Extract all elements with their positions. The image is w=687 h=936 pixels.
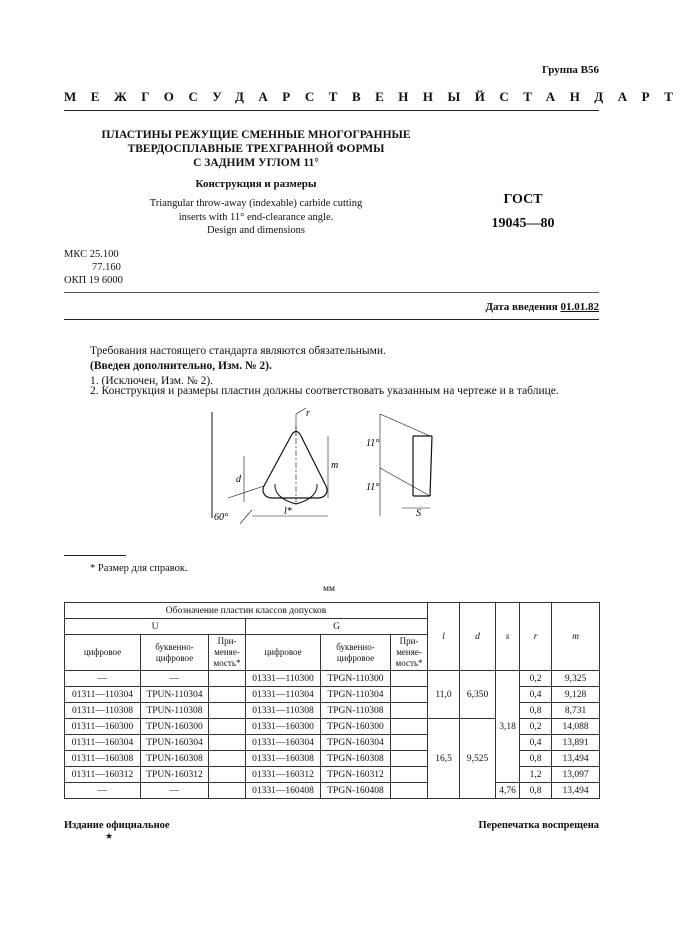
cell-u-numeric: 01311—160312 [65, 767, 141, 783]
cell-g-numeric: 01331—110304 [246, 687, 321, 703]
cell-g-alpha: TPGN-160408 [321, 783, 391, 799]
paragraph-amendment: (Введен дополнительно, Изм. № 2). [90, 360, 272, 372]
cell-r: 0,8 [520, 703, 552, 719]
units-label: мм [323, 584, 336, 594]
gost-number: 19045—80 [491, 216, 555, 231]
header-u-numeric: цифровое [65, 635, 141, 671]
date-rule-left [64, 292, 599, 293]
cell-r: 1,2 [520, 767, 552, 783]
triangle-outline [263, 432, 327, 499]
header-d: d [460, 603, 496, 671]
cell-u-alpha: TPUN-110308 [141, 703, 209, 719]
cell-g-use [391, 719, 428, 735]
table-row [65, 687, 600, 703]
paragraph-2: 2. Конструкция и размеры пластин должны соответствовать указанным на чертеже и в таблице. [90, 385, 559, 397]
cell-g-alpha: TPGN-160304 [321, 735, 391, 751]
interstate-standard-banner [64, 89, 687, 105]
english-title-line-1: Triangular throw-away (indexable) carbide cutting [149, 198, 363, 209]
cell-g-use [391, 767, 428, 783]
banner-left: МЕЖГОСУДАРСТВЕННЫЙ [64, 89, 500, 104]
cell-u-numeric: 01311—110304 [65, 687, 141, 703]
date-value: 01.01.82 [560, 301, 599, 313]
introduction-date [485, 301, 599, 313]
footnote-rule [64, 555, 126, 556]
header-designation: Обозначение пластин классов допусков [65, 603, 428, 619]
cell-g-alpha: TPGN-110308 [321, 703, 391, 719]
cell-g-numeric: 01331—110308 [246, 703, 321, 719]
header-class-u: U [65, 619, 246, 635]
cell-u-numeric: 01311—160304 [65, 735, 141, 751]
document-title [70, 128, 442, 170]
cell-g-numeric: 01331—160300 [246, 719, 321, 735]
cell-u-numeric: 01311—160308 [65, 751, 141, 767]
table-body [65, 671, 600, 799]
label-m: m [331, 460, 339, 471]
cell-u-use [209, 703, 246, 719]
cell-m: 13,891 [552, 735, 600, 751]
cell-g-use [391, 703, 428, 719]
english-title [70, 197, 442, 238]
paragraph-1-text: 1. (Исключен, Изм. № 2). [90, 375, 214, 387]
cell-d: 9,525 [460, 719, 496, 799]
cell-m: 8,731 [552, 703, 600, 719]
header-r: r [520, 603, 552, 671]
cell-g-numeric: 01331—110300 [246, 671, 321, 687]
angle-line [228, 486, 264, 498]
label-r: r [306, 408, 310, 419]
okp-code: ОКП 19 6000 [64, 275, 123, 286]
table-row [65, 751, 600, 767]
insert-dimensions-table [64, 602, 600, 799]
insert-drawing [200, 406, 450, 528]
cell-r: 0,2 [520, 671, 552, 687]
cell-u-alpha: — [141, 783, 209, 799]
english-title-line-2: inserts with 11° end-clearance angle. [178, 211, 334, 223]
cell-m: 9,128 [552, 687, 600, 703]
cell-u-numeric: 01311—110308 [65, 703, 141, 719]
cell-u-alpha: — [141, 671, 209, 687]
header-class-g: G [246, 619, 428, 635]
cell-g-numeric: 01331—160312 [246, 767, 321, 783]
footnote: * Размер для справок. [90, 563, 188, 574]
star-mark: ★ [105, 831, 114, 841]
cell-u-numeric: — [65, 671, 141, 687]
cell-l: 11,0 [428, 671, 460, 719]
document-subtitle: Конструкция и размеры [195, 178, 317, 190]
mks-code-1: МКС 25.100 [64, 249, 119, 260]
date-rule [64, 319, 599, 320]
cell-r: 0,8 [520, 751, 552, 767]
cell-m: 13,494 [552, 783, 600, 799]
cell-u-alpha: TPUN-110304 [141, 687, 209, 703]
header-g-alpha: буквенно-цифровое [321, 635, 391, 671]
official-edition: Издание официальное [64, 820, 170, 831]
cell-s: 4,76 [496, 783, 520, 799]
table-header-row-1 [65, 603, 600, 619]
cell-u-use [209, 687, 246, 703]
angle-arc [240, 510, 252, 524]
cell-u-numeric: — [65, 783, 141, 799]
label-l: l* [284, 506, 292, 517]
cell-r: 0,4 [520, 735, 552, 751]
cell-g-use [391, 687, 428, 703]
cell-m: 13,494 [552, 751, 600, 767]
cell-g-numeric: 01331—160408 [246, 783, 321, 799]
cell-u-alpha: TPUN-160304 [141, 735, 209, 751]
cell-g-alpha: TPGN-110300 [321, 671, 391, 687]
side-top-slope [380, 414, 430, 436]
cell-d: 6,350 [460, 671, 496, 719]
cell-g-use [391, 783, 428, 799]
cell-u-use [209, 751, 246, 767]
classification-codes [64, 248, 123, 287]
side-bottom-slope [380, 468, 430, 496]
header-s: s [496, 603, 520, 671]
cell-g-numeric: 01331—160308 [246, 751, 321, 767]
gost-label: ГОСТ [503, 192, 543, 207]
cell-g-numeric: 01331—160304 [246, 735, 321, 751]
date-label: Дата введения [485, 301, 558, 313]
group-code: Группа В56 [541, 64, 599, 76]
cell-l: 16,5 [428, 719, 460, 799]
cell-u-alpha: TPUN-160308 [141, 751, 209, 767]
mks-code-2: 77.160 [92, 262, 121, 273]
title-line-2: ТВЕРДОСПЛАВНЫЕ ТРЕХГРАННОЙ ФОРМЫ [127, 143, 385, 155]
label-angle-11-top: 11° [366, 438, 380, 449]
header-u-alpha: буквенно-цифровое [141, 635, 209, 671]
cell-r: 0,2 [520, 719, 552, 735]
label-d: d [236, 474, 241, 485]
header-m: m [552, 603, 600, 671]
banner-rule [64, 110, 599, 111]
label-s: S [416, 508, 421, 519]
cell-r: 0,4 [520, 687, 552, 703]
english-title-line-3: Design and dimensions [207, 225, 305, 236]
header-l: l [428, 603, 460, 671]
cell-m: 13,097 [552, 767, 600, 783]
cell-u-alpha: TPUN-160312 [141, 767, 209, 783]
insert-side-view [380, 414, 432, 516]
cell-g-use [391, 735, 428, 751]
cell-u-use [209, 671, 246, 687]
table-row [65, 783, 600, 799]
title-line-1: ПЛАСТИНЫ РЕЖУЩИЕ СМЕННЫЕ МНОГОГРАННЫЕ [101, 129, 411, 141]
insert-front-view [212, 408, 328, 524]
table-row [65, 767, 600, 783]
cell-g-alpha: TPGN-160312 [321, 767, 391, 783]
r-leader-tick [296, 408, 306, 414]
label-angle-60: 60° [214, 512, 228, 523]
label-angle-11-bottom: 11° [366, 482, 380, 493]
cell-g-alpha: TPGN-160300 [321, 719, 391, 735]
header-g-numeric: цифровое [246, 635, 321, 671]
reprint-forbidden: Перепечатка воспрещена [478, 820, 599, 831]
table-row [65, 719, 600, 735]
cell-u-numeric: 01311—160300 [65, 719, 141, 735]
side-outer-edge [430, 436, 432, 496]
header-u-use: При-меняе-мость* [209, 635, 246, 671]
cell-m: 9,325 [552, 671, 600, 687]
cell-u-use [209, 783, 246, 799]
cell-r: 0,8 [520, 783, 552, 799]
banner-right: СТАНДАРТ [499, 89, 687, 104]
title-line-3: С ЗАДНИМ УГЛОМ 11° [193, 157, 319, 169]
cell-s: 3,18 [496, 671, 520, 783]
cell-u-use [209, 719, 246, 735]
gost-designation [478, 188, 568, 236]
header-g-use: При-меняе-мость* [391, 635, 428, 671]
cell-g-alpha: TPGN-110304 [321, 687, 391, 703]
cell-g-use [391, 751, 428, 767]
cell-u-use [209, 735, 246, 751]
cell-u-use [209, 767, 246, 783]
cell-m: 14,088 [552, 719, 600, 735]
table-row [65, 671, 600, 687]
cell-g-use [391, 671, 428, 687]
table-row [65, 735, 600, 751]
table-row [65, 703, 600, 719]
cell-u-alpha: TPUN-160300 [141, 719, 209, 735]
paragraph-mandatory: Требования настоящего стандарта являются обязательными. [90, 345, 386, 357]
cell-g-alpha: TPGN-160308 [321, 751, 391, 767]
